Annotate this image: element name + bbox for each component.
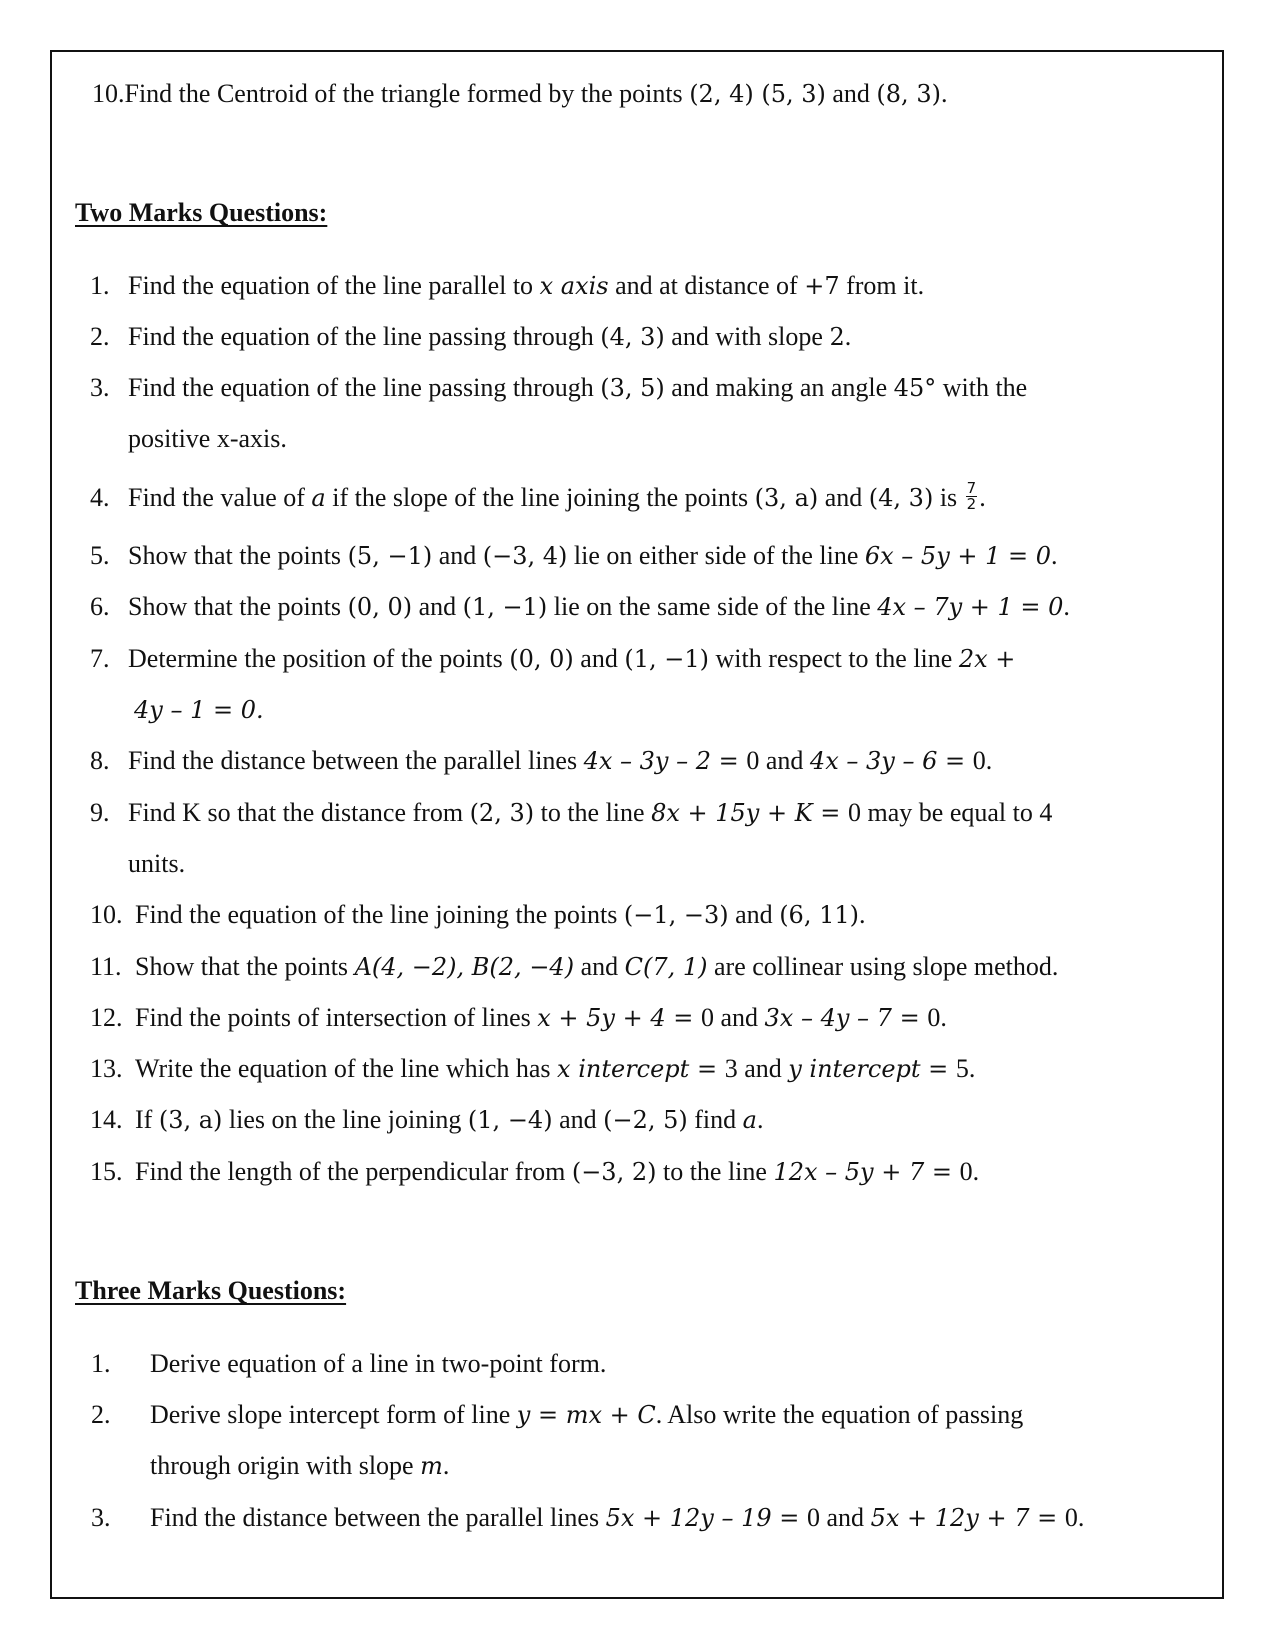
fraction: $\frac{7}{2}$ [966, 478, 977, 513]
three-marks-heading: Three Marks Questions: [75, 1276, 347, 1305]
two-marks-heading: Two Marks Questions: [75, 198, 328, 227]
question-number: 10. [92, 79, 125, 108]
intro-question: 10.Find the Centroid of the triangle formed by the points (2, 4) (5, 3) and (8, 3). [92, 79, 948, 108]
